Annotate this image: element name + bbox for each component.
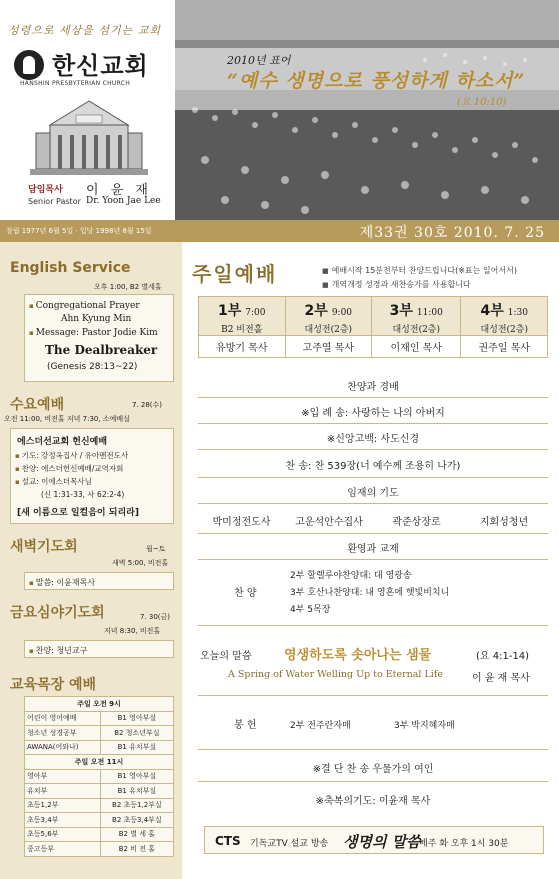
english-service-time: 오후 1:00, B2 별세홀 — [94, 283, 162, 291]
dawn-prayer-time: 새벽 5:00, 비전홀 — [112, 559, 169, 567]
sermon-title-en: A Spring of Water Welling Up to Eternal Life — [228, 669, 443, 680]
table-cell: B2 초등3,4부실 — [100, 813, 173, 828]
table-cell: 중고등부 — [25, 842, 101, 857]
sermon-title: 영생하도록 솟아나는 샘물 — [284, 648, 432, 663]
worship-note: ■ 예배시작 15분전부터 찬양드립니다(※표는 일어서서) — [322, 264, 517, 278]
dawn-box — [24, 572, 174, 590]
table-cell: 초등1,2부 — [25, 798, 101, 813]
wednesday-time: 오전 11:00, 비전홀 저녁 7:30, 소예배실 — [4, 415, 130, 423]
prayer-leader: 지회성청년 — [479, 517, 529, 528]
table-row — [25, 827, 174, 842]
table-cell: B1 유치부실 — [100, 784, 173, 799]
cts-text: 기독교TV 설교 방송 — [250, 839, 329, 849]
table-row — [25, 769, 174, 784]
church-building-image — [30, 95, 148, 175]
wednesday-sermon-title: [새 이름으로 일컬음이 되리라] — [17, 508, 139, 518]
service-leader: 유방기 목사 — [199, 336, 286, 358]
pastor-name: 이 윤 재 — [86, 183, 152, 198]
education-title: 교육목장 예배 — [10, 677, 97, 693]
anthem-item: 2부 할렐루야찬양대: 대 영광송 — [290, 571, 412, 581]
motto-year-label: 2010년 표어 — [227, 54, 291, 67]
table-cell: B2 비 전 홀 — [100, 842, 173, 857]
cts-logo: CTS — [215, 834, 241, 848]
table-cell: B2 별 세 홀 — [100, 827, 173, 842]
sermon-row — [198, 626, 548, 696]
table-cell: 유치부 — [25, 784, 101, 799]
prayer-title-row — [198, 478, 548, 504]
table-cell: 초등3,4부 — [25, 813, 101, 828]
table-cell: B1 영아부실 — [100, 711, 173, 726]
english-prayer-label: ▪ Congregational Prayer — [29, 301, 140, 311]
sermon-reference: (요 4:1-14) — [476, 651, 530, 662]
english-service-box — [24, 294, 174, 382]
table-row — [25, 813, 174, 828]
cts-time: 매주 화 오후 1시 30분 — [419, 839, 509, 849]
education-9am-header: 주일 오전 9시 — [25, 697, 174, 712]
main-order-of-worship — [182, 242, 559, 879]
english-prayer-name: Ahn Kyung Min — [61, 314, 132, 324]
prayer-leader: 박미정전도사 — [212, 517, 271, 528]
table-cell: 어린이 영어예배 — [25, 711, 101, 726]
pastor-label-en: Senior Pastor — [28, 197, 81, 206]
service-location: 대성전(2층) — [304, 325, 353, 335]
friday-date: 7. 30(금) — [140, 613, 171, 621]
header — [0, 0, 559, 220]
wednesday-passage: (신 1:31-33, 사 62:2-4) — [41, 490, 125, 499]
esther-service-title: 에스더선교회 헌신예배 — [17, 437, 108, 447]
annual-motto: “예수 생명으로 풍성하게 하소서” — [227, 70, 526, 92]
table-cell: B1 유치부실 — [100, 740, 173, 755]
table-row — [25, 740, 174, 755]
table-row — [25, 798, 174, 813]
dawn-prayer-days: 월~토 — [146, 545, 166, 553]
welcome: 환영과 교제 — [347, 544, 399, 555]
cts-broadcast-banner — [204, 826, 544, 854]
wednesday-box — [10, 428, 174, 524]
founding-dates: 창립 1977년 6월 5일 · 입당 1998년 8월 15일 — [6, 227, 152, 235]
service-2 — [285, 297, 372, 336]
wednesday-title: 수요예배 — [10, 397, 65, 413]
table-row — [25, 842, 174, 857]
worship-notes — [322, 264, 517, 292]
worship-note: ■ 개역개정 성경과 새찬송가를 사용합니다 — [322, 278, 517, 292]
service-time: 1:30 — [507, 308, 528, 318]
wednesday-praise: ▪ 찬양: 에스더헌신예배/교역자회 — [15, 463, 123, 474]
table-cell: B2 청소년부실 — [100, 726, 173, 741]
table-row — [25, 726, 174, 741]
service-leader: 이재인 목사 — [372, 336, 461, 358]
service-1 — [199, 297, 286, 336]
hymn-row — [198, 450, 548, 478]
table-cell: 영아부 — [25, 769, 101, 784]
friday-praise: ▪ 찬양: 청년교구 — [29, 645, 87, 656]
hymn: 찬 송: 찬 539장(너 예수께 조용히 나가) — [285, 461, 461, 472]
offering-3: 3부 박지혜자매 — [394, 721, 455, 731]
invocation-row — [198, 398, 548, 424]
table-cell: B2 초등1,2부실 — [100, 798, 173, 813]
table-row — [25, 711, 174, 726]
table-cell: 청소년 성경공부 — [25, 726, 101, 741]
education-table — [24, 696, 174, 857]
anthem-item: 4부 5목장 — [290, 605, 331, 615]
decision-hymn: ※결 단 찬 송 우물가의 여인 — [312, 764, 434, 775]
sidebar — [0, 242, 182, 879]
prayers-row — [198, 504, 548, 534]
service-time: 11:00 — [416, 308, 443, 318]
prayer-leader: 곽준상장로 — [392, 517, 441, 528]
congregation-photo — [175, 0, 559, 220]
sermon-label: 오늘의 말씀 — [200, 651, 252, 662]
table-cell: B1 영아부실 — [100, 769, 173, 784]
table-cell: 초등5,6부 — [25, 827, 101, 842]
welcome-row — [198, 534, 548, 560]
service-4 — [461, 297, 548, 336]
prayer-leader: 고운석안수집사 — [295, 517, 363, 528]
wednesday-prayer: ▪ 기도: 강정옥집사 / 유아멘전도사 — [15, 450, 128, 461]
offering-2: 2부 전주란자매 — [290, 721, 351, 731]
church-logo-icon — [14, 50, 44, 80]
service-time: 9:00 — [331, 308, 353, 318]
anthem-row — [198, 560, 548, 626]
congregation-crowd-image — [175, 0, 559, 220]
cts-program: 생명의 말씀 — [343, 833, 421, 851]
service-number: 1부 — [218, 303, 242, 319]
anthem-label: 찬 양 — [234, 588, 257, 599]
wednesday-date: 7. 28(수) — [132, 401, 163, 409]
church-name: 한신교회 — [52, 52, 149, 80]
offering-label: 봉 헌 — [234, 720, 257, 731]
pastor-label: 담임목사 — [28, 185, 63, 195]
creed: ※신앙고백: 사도신경 — [326, 434, 420, 445]
dawn-prayer-title: 새벽기도회 — [10, 539, 78, 555]
logo-panel — [0, 0, 175, 220]
prayer-title: 임재의 기도 — [347, 488, 399, 499]
wednesday-sermon: ▪ 설교: 이에스더목사님 — [15, 476, 92, 487]
service-location: B2 비전홀 — [221, 325, 263, 335]
page-title: 주일예배 — [192, 262, 278, 286]
friday-box — [24, 640, 174, 658]
church-name-en: HANSHIN PRESBYTERIAN CHURCH — [20, 80, 131, 87]
invocation: ※입 례 송: 사랑하는 나의 아버지 — [301, 408, 445, 419]
english-message-label: ▪ Message: Pastor Jodie Kim — [29, 328, 158, 338]
friday-time: 저녁 8:30, 비전홀 — [104, 627, 161, 635]
english-sermon-passage: (Genesis 28:13~22) — [47, 362, 138, 372]
service-3 — [372, 297, 461, 336]
service-time: 7:00 — [245, 308, 266, 318]
preacher: 이 윤 재 목사 — [472, 673, 530, 684]
english-service-title: English Service — [10, 260, 131, 276]
anthem-item: 3부 호산나찬양대: 내 영혼에 햇빛비치니 — [290, 588, 450, 598]
service-number: 4부 — [480, 303, 504, 319]
service-number: 2부 — [304, 303, 328, 319]
praise-worship-row — [198, 372, 548, 398]
issue-number: 제33권 30호 2010. 7. 25 — [359, 225, 545, 241]
offering-row — [198, 696, 548, 750]
english-sermon-title: The Dealbreaker — [45, 343, 158, 357]
education-11am-header: 주일 오전 11시 — [25, 755, 174, 770]
motto-reference: (요 10:10) — [457, 97, 507, 108]
decision-row — [198, 750, 548, 782]
dawn-speaker: ▪ 말씀: 이윤재목사 — [29, 577, 95, 588]
table-row — [25, 784, 174, 799]
service-number: 3부 — [389, 303, 413, 319]
benediction: ※축복의기도: 이윤재 목사 — [315, 796, 431, 807]
creed-row — [198, 424, 548, 450]
info-bar — [0, 220, 559, 242]
pastor-name-en: Dr. Yoon Jae Lee — [86, 196, 161, 206]
service-location: 대성전(2층) — [392, 325, 441, 335]
benediction-row — [198, 782, 548, 814]
church-tagline: 성령으로 세상을 섬기는 교회 — [8, 24, 162, 37]
table-cell: AWANA(어와나) — [25, 740, 101, 755]
service-leader: 고주열 목사 — [285, 336, 372, 358]
service-location: 대성전(2층) — [480, 325, 528, 335]
praise-worship: 찬양과 경배 — [347, 382, 399, 393]
service-leader: 권주일 목사 — [461, 336, 548, 358]
service-times-table — [198, 296, 548, 358]
friday-prayer-title: 금요심야기도회 — [10, 605, 105, 621]
